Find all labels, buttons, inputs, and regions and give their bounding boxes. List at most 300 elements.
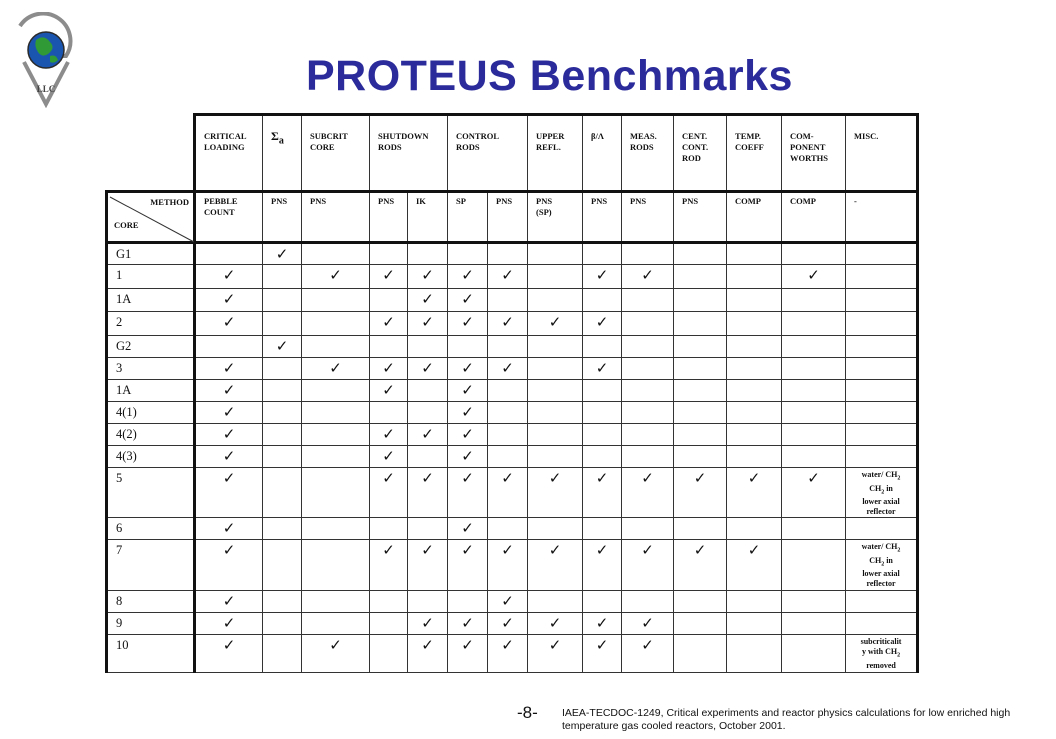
check-icon: ✓ <box>461 541 474 560</box>
check-cell <box>622 613 674 635</box>
core-label-cell: G1 <box>107 243 195 265</box>
empty-cell <box>782 540 846 591</box>
check-icon: ✓ <box>641 266 654 284</box>
empty-cell <box>583 402 622 424</box>
empty-cell <box>302 591 370 613</box>
empty-cell <box>370 336 408 358</box>
empty-cell <box>674 613 727 635</box>
check-cell <box>583 540 622 591</box>
method-cell: PNS <box>622 192 674 243</box>
table-row <box>107 424 918 446</box>
table-row <box>107 265 918 289</box>
check-cell <box>195 468 263 518</box>
core-label-cell: 4(1) <box>107 402 195 424</box>
empty-cell <box>528 591 583 613</box>
benchmark-table <box>105 113 919 673</box>
column-header: CONTROL RODS <box>448 115 528 192</box>
check-icon: ✓ <box>421 425 434 443</box>
core-label-cell: 2 <box>107 312 195 336</box>
check-cell <box>488 591 528 613</box>
check-icon: ✓ <box>382 425 395 443</box>
check-cell <box>583 468 622 518</box>
method-cell: - <box>846 192 918 243</box>
empty-cell <box>370 635 408 673</box>
empty-cell <box>302 468 370 518</box>
core-label-cell: 6 <box>107 518 195 540</box>
empty-cell <box>674 289 727 312</box>
table-row <box>107 540 918 591</box>
check-cell <box>195 613 263 635</box>
empty-cell <box>528 358 583 380</box>
empty-cell <box>782 518 846 540</box>
misc-cell <box>846 289 918 312</box>
empty-cell <box>727 591 782 613</box>
method-cell: IK <box>408 192 448 243</box>
check-cell <box>448 312 488 336</box>
misc-cell <box>846 380 918 402</box>
check-cell <box>195 635 263 673</box>
logo-sub: LLC <box>36 84 56 94</box>
method-cell: PNS (SP) <box>528 192 583 243</box>
empty-cell <box>370 591 408 613</box>
empty-cell <box>302 380 370 402</box>
page-title: PROTEUS Benchmarks <box>306 52 793 100</box>
check-icon: ✓ <box>807 469 820 487</box>
citation: IAEA-TECDOC-1249, Critical experiments and reactor physics calculations for low enriched high temperature gas cooled reactors, October 2001. <box>562 707 1011 732</box>
check-cell <box>448 380 488 402</box>
check-cell <box>263 243 302 265</box>
check-cell <box>448 540 488 591</box>
check-icon: ✓ <box>461 447 474 465</box>
check-cell <box>370 358 408 380</box>
check-icon: ✓ <box>501 541 514 560</box>
empty-cell <box>370 402 408 424</box>
misc-cell <box>846 358 918 380</box>
empty-cell <box>488 380 528 402</box>
check-cell <box>583 312 622 336</box>
core-label-cell: 3 <box>107 358 195 380</box>
table-row <box>107 446 918 468</box>
check-icon: ✓ <box>461 636 474 655</box>
empty-cell <box>488 336 528 358</box>
empty-cell <box>782 402 846 424</box>
check-cell <box>448 265 488 289</box>
check-cell <box>370 424 408 446</box>
method-cell: PNS <box>488 192 528 243</box>
empty-cell <box>448 243 488 265</box>
check-icon: ✓ <box>501 359 514 377</box>
check-icon: ✓ <box>222 425 236 443</box>
check-cell <box>195 540 263 591</box>
check-icon: ✓ <box>641 541 654 560</box>
check-icon: ✓ <box>421 359 434 377</box>
check-cell <box>528 613 583 635</box>
empty-cell <box>302 312 370 336</box>
check-icon: ✓ <box>548 469 562 487</box>
core-label-cell: 10 <box>107 635 195 673</box>
column-header: $\Sigma_a$ <box>263 115 302 192</box>
empty-cell <box>674 635 727 673</box>
column-header: MISC. <box>846 115 918 192</box>
check-icon: ✓ <box>461 381 474 399</box>
empty-cell <box>583 518 622 540</box>
method-cell: COMP <box>782 192 846 243</box>
empty-cell <box>583 243 622 265</box>
empty-cell <box>782 591 846 613</box>
empty-cell <box>528 336 583 358</box>
method-cell: PNS <box>583 192 622 243</box>
check-icon: ✓ <box>421 469 434 487</box>
method-core-corner <box>107 192 195 243</box>
misc-cell <box>846 243 918 265</box>
check-cell <box>622 468 674 518</box>
misc-cell <box>846 336 918 358</box>
check-cell <box>528 635 583 673</box>
column-header: SUBCRIT CORE <box>302 115 370 192</box>
check-icon: ✓ <box>501 614 514 633</box>
check-icon: ✓ <box>222 313 236 331</box>
check-cell <box>528 468 583 518</box>
empty-cell <box>727 635 782 673</box>
check-icon: ✓ <box>747 469 761 487</box>
empty-cell <box>263 265 302 289</box>
empty-cell <box>727 265 782 289</box>
check-cell <box>488 540 528 591</box>
empty-cell <box>488 518 528 540</box>
check-cell <box>782 265 846 289</box>
check-cell <box>448 518 488 540</box>
check-icon: ✓ <box>641 614 654 633</box>
check-icon: ✓ <box>595 266 609 284</box>
check-icon: ✓ <box>461 614 474 633</box>
empty-cell <box>622 312 674 336</box>
check-icon: ✓ <box>461 266 474 284</box>
check-cell <box>408 358 448 380</box>
empty-cell <box>727 402 782 424</box>
core-label-cell: 1 <box>107 265 195 289</box>
check-cell <box>370 312 408 336</box>
empty-cell <box>302 613 370 635</box>
empty-cell <box>583 336 622 358</box>
empty-cell <box>370 243 408 265</box>
method-cell: PNS <box>263 192 302 243</box>
check-icon: ✓ <box>807 266 820 284</box>
column-header: β/Λ <box>583 115 622 192</box>
check-icon: ✓ <box>222 359 236 377</box>
check-cell <box>583 635 622 673</box>
empty-cell <box>488 289 528 312</box>
misc-cell: water/ $CH_2$ $CH_2$ in lower axial reflector <box>846 540 918 591</box>
header-blank-cell <box>107 115 195 192</box>
table-row <box>107 380 918 402</box>
column-header: CENT. CONT. ROD <box>674 115 727 192</box>
empty-cell <box>782 380 846 402</box>
table-row <box>107 468 918 518</box>
check-cell <box>727 468 782 518</box>
check-icon: ✓ <box>382 359 395 377</box>
check-icon: ✓ <box>595 636 609 655</box>
check-cell <box>583 358 622 380</box>
empty-cell <box>727 243 782 265</box>
empty-cell <box>782 358 846 380</box>
check-icon: ✓ <box>382 469 395 487</box>
empty-cell <box>674 591 727 613</box>
check-icon: ✓ <box>329 359 342 377</box>
check-icon: ✓ <box>461 359 474 377</box>
column-header: MEAS. RODS <box>622 115 674 192</box>
core-label-cell: 1A <box>107 380 195 402</box>
empty-cell <box>263 402 302 424</box>
check-icon: ✓ <box>222 403 236 421</box>
check-cell <box>302 635 370 673</box>
empty-cell <box>528 402 583 424</box>
check-cell <box>370 380 408 402</box>
empty-cell <box>263 358 302 380</box>
table-row <box>107 591 918 613</box>
check-icon: ✓ <box>501 636 514 655</box>
page-number: -8- <box>517 703 538 722</box>
check-icon: ✓ <box>421 313 434 331</box>
misc-cell <box>846 518 918 540</box>
column-header: SHUTDOWN RODS <box>370 115 448 192</box>
column-header: UPPER REFL. <box>528 115 583 192</box>
check-cell <box>488 613 528 635</box>
check-cell <box>408 289 448 312</box>
empty-cell <box>727 424 782 446</box>
check-icon: ✓ <box>275 337 289 355</box>
check-icon: ✓ <box>382 266 395 284</box>
check-icon: ✓ <box>641 469 654 487</box>
check-cell <box>195 289 263 312</box>
column-header: CRITICAL LOADING <box>195 115 263 192</box>
method-cell: PEBBLE COUNT <box>195 192 263 243</box>
check-cell <box>408 424 448 446</box>
check-cell <box>488 635 528 673</box>
check-icon: ✓ <box>461 469 474 487</box>
empty-cell <box>727 289 782 312</box>
check-cell <box>674 468 727 518</box>
empty-cell <box>263 540 302 591</box>
empty-cell <box>263 312 302 336</box>
check-icon: ✓ <box>461 425 474 443</box>
empty-cell <box>727 312 782 336</box>
empty-cell <box>488 446 528 468</box>
company-logo <box>14 12 78 108</box>
empty-cell <box>727 358 782 380</box>
table-row <box>107 402 918 424</box>
empty-cell <box>674 336 727 358</box>
check-icon: ✓ <box>275 245 289 263</box>
core-label-cell: 4(2) <box>107 424 195 446</box>
empty-cell <box>674 424 727 446</box>
empty-cell <box>782 613 846 635</box>
check-cell <box>195 424 263 446</box>
empty-cell <box>674 312 727 336</box>
empty-cell <box>622 424 674 446</box>
check-icon: ✓ <box>641 636 654 655</box>
check-icon: ✓ <box>693 541 707 560</box>
empty-cell <box>782 424 846 446</box>
method-cell: COMP <box>727 192 782 243</box>
core-label-cell: 4(3) <box>107 446 195 468</box>
check-icon: ✓ <box>222 592 236 611</box>
check-icon: ✓ <box>382 541 395 560</box>
check-icon: ✓ <box>461 313 474 331</box>
empty-cell <box>302 289 370 312</box>
check-icon: ✓ <box>382 381 395 399</box>
check-icon: ✓ <box>595 313 609 331</box>
check-icon: ✓ <box>747 541 761 560</box>
empty-cell <box>782 289 846 312</box>
table-row <box>107 635 918 673</box>
empty-cell <box>263 591 302 613</box>
empty-cell <box>583 289 622 312</box>
misc-cell: water/ $CH_2$ $CH_2$ in lower axial reflector <box>846 468 918 518</box>
check-icon: ✓ <box>548 636 562 655</box>
check-icon: ✓ <box>595 359 609 377</box>
empty-cell <box>528 289 583 312</box>
check-icon: ✓ <box>222 381 236 399</box>
empty-cell <box>263 289 302 312</box>
column-header: COM- PONENT WORTHS <box>782 115 846 192</box>
check-icon: ✓ <box>222 636 236 655</box>
empty-cell <box>622 380 674 402</box>
empty-cell <box>674 380 727 402</box>
check-cell <box>408 265 448 289</box>
empty-cell <box>727 380 782 402</box>
check-icon: ✓ <box>222 447 236 465</box>
check-icon: ✓ <box>461 290 474 308</box>
method-cell: PNS <box>370 192 408 243</box>
check-cell <box>448 402 488 424</box>
empty-cell <box>674 446 727 468</box>
empty-cell <box>528 243 583 265</box>
method-cell: PNS <box>302 192 370 243</box>
check-icon: ✓ <box>461 519 474 538</box>
check-icon: ✓ <box>595 541 609 560</box>
check-cell <box>488 468 528 518</box>
empty-cell <box>583 446 622 468</box>
empty-cell <box>674 243 727 265</box>
core-label-cell: 7 <box>107 540 195 591</box>
core-label-cell: 5 <box>107 468 195 518</box>
empty-cell <box>302 243 370 265</box>
check-cell <box>370 468 408 518</box>
empty-cell <box>370 518 408 540</box>
empty-cell <box>782 635 846 673</box>
check-cell <box>195 358 263 380</box>
check-cell <box>302 265 370 289</box>
empty-cell <box>263 468 302 518</box>
empty-cell <box>622 243 674 265</box>
core-label: CORE <box>114 220 139 230</box>
check-icon: ✓ <box>222 290 236 308</box>
check-icon: ✓ <box>222 541 236 560</box>
empty-cell <box>674 518 727 540</box>
empty-cell <box>408 243 448 265</box>
empty-cell <box>622 336 674 358</box>
check-icon: ✓ <box>329 266 342 284</box>
check-cell <box>195 265 263 289</box>
empty-cell <box>408 591 448 613</box>
check-cell <box>622 265 674 289</box>
empty-cell <box>370 613 408 635</box>
check-cell <box>622 540 674 591</box>
check-cell <box>583 613 622 635</box>
empty-cell <box>622 591 674 613</box>
core-label-cell: G2 <box>107 336 195 358</box>
empty-cell <box>583 591 622 613</box>
check-cell <box>488 312 528 336</box>
core-label-cell: 9 <box>107 613 195 635</box>
check-cell <box>195 446 263 468</box>
core-label-cell: 1A <box>107 289 195 312</box>
check-cell <box>622 635 674 673</box>
check-cell <box>448 424 488 446</box>
empty-cell <box>408 380 448 402</box>
check-cell <box>488 265 528 289</box>
misc-cell <box>846 424 918 446</box>
check-cell <box>782 468 846 518</box>
empty-cell <box>195 243 263 265</box>
check-icon: ✓ <box>421 614 434 633</box>
check-cell <box>195 591 263 613</box>
table-row <box>107 336 918 358</box>
empty-cell <box>263 635 302 673</box>
check-cell <box>448 613 488 635</box>
empty-cell <box>727 518 782 540</box>
empty-cell <box>302 446 370 468</box>
check-cell <box>370 265 408 289</box>
check-cell <box>195 402 263 424</box>
misc-cell <box>846 265 918 289</box>
misc-cell <box>846 402 918 424</box>
check-icon: ✓ <box>548 313 562 331</box>
check-cell <box>195 312 263 336</box>
check-icon: ✓ <box>222 469 236 487</box>
check-icon: ✓ <box>501 469 514 487</box>
empty-cell <box>488 243 528 265</box>
check-icon: ✓ <box>382 447 395 465</box>
empty-cell <box>370 289 408 312</box>
empty-cell <box>302 424 370 446</box>
check-cell <box>408 540 448 591</box>
empty-cell <box>195 336 263 358</box>
check-cell <box>528 312 583 336</box>
check-icon: ✓ <box>595 614 609 633</box>
empty-cell <box>263 518 302 540</box>
empty-cell <box>408 402 448 424</box>
check-icon: ✓ <box>421 266 434 284</box>
check-cell <box>195 380 263 402</box>
table-row <box>107 243 918 265</box>
check-icon: ✓ <box>461 403 474 421</box>
check-icon: ✓ <box>421 541 434 560</box>
check-cell <box>727 540 782 591</box>
check-icon: ✓ <box>421 290 434 308</box>
empty-cell <box>263 613 302 635</box>
check-cell <box>302 358 370 380</box>
check-cell <box>674 540 727 591</box>
check-cell <box>528 540 583 591</box>
empty-cell <box>302 540 370 591</box>
misc-cell: subcriticalit y with $CH_2$ removed <box>846 635 918 673</box>
empty-cell <box>302 336 370 358</box>
table-row <box>107 613 918 635</box>
empty-cell <box>263 380 302 402</box>
check-icon: ✓ <box>501 266 514 284</box>
empty-cell <box>528 424 583 446</box>
